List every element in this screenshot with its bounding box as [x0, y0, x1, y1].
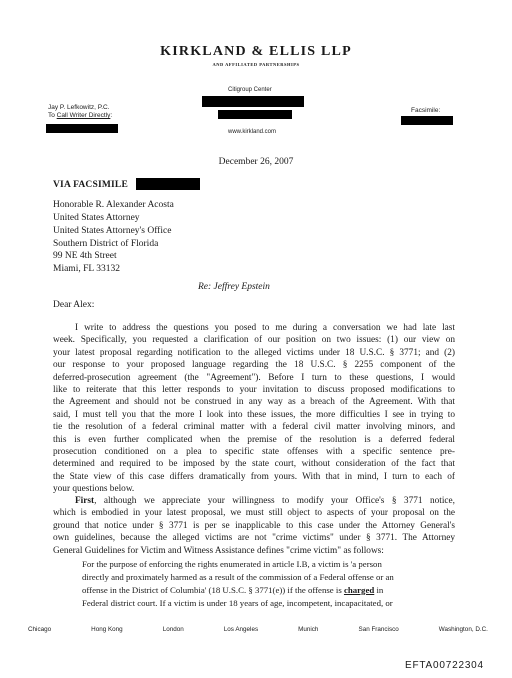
- paragraph-line: said, I must tell you that the more I look into these issues, the more difficulties I see in trying to: [53, 409, 455, 420]
- paragraph-line: ground that notice under § 3771 is per se inapplicable to this case under the Attorney General's: [53, 520, 455, 531]
- recipient-line: United States Attorney's Office: [53, 226, 172, 236]
- recipient-line: Southern District of Florida: [53, 239, 159, 249]
- office-chicago: Chicago: [28, 626, 52, 633]
- office-hong-kong: Hong Kong: [91, 626, 123, 633]
- paragraph-line: the Agreement and should not be construed in any way as a breach of the Agreement. With that: [53, 397, 455, 408]
- redaction-address-2: [218, 110, 292, 119]
- paragraph-line: our response to your proposed language regarding the 18 U.S.C. § 2255 component of the: [53, 360, 455, 371]
- paragraph-2: [53, 495, 455, 557]
- salutation: Dear Alex:: [53, 300, 95, 310]
- paragraph-line: tie the resolution of a federal criminal matter with a federal civil matter involving minors, and: [53, 422, 455, 433]
- office-london: London: [162, 626, 184, 633]
- author-to: To: [48, 112, 57, 119]
- firm-name: KIRKLAND & ELLIS LLP: [160, 44, 352, 59]
- paragraph-line: your latest proposal regarding notification to the alleged victims under 18 U.S.C. § 3771; and (2): [53, 347, 455, 358]
- redaction-phone: [46, 124, 118, 133]
- office-los-angeles: Los Angeles: [223, 626, 259, 633]
- firm-subtitle: AND AFFILIATED PARTNERSHIPS: [212, 62, 300, 67]
- quote-line: [82, 584, 450, 597]
- author-colon: :: [110, 112, 113, 119]
- letter-date: December 26, 2007: [218, 157, 294, 167]
- office-san-francisco: San Francisco: [358, 626, 399, 633]
- bates-number: EFTA00722304: [405, 660, 484, 671]
- paragraph-line: I write to address the questions you posed to me during a conversation we had late last: [75, 323, 455, 333]
- paragraph-line: which is embodied in your latest proposal, we must still object to aspects of your proposal on the: [53, 508, 455, 519]
- paragraph-1: [53, 322, 455, 496]
- recipient-line: 99 NE 4th Street: [53, 251, 117, 261]
- paragraph-line: own guidelines, because the alleged victims are not "crime victims" under § 3771. The Attorney: [53, 533, 455, 544]
- block-quote: [82, 558, 450, 610]
- redaction-fax: [401, 116, 453, 125]
- via-facsimile: VIA FACSIMILE: [53, 180, 129, 190]
- office-locations: [28, 626, 488, 633]
- paragraph-line: prosecution conditioned on a plea to specific state offenses with a specific sentence pre-: [53, 447, 455, 458]
- paragraph-line: deferred-prosecution agreement (the "Agreement"). Before I turn to these questions, I would: [53, 372, 455, 383]
- facsimile-label: Facsimile:: [411, 107, 441, 114]
- quote-line: For the purpose of enforcing the rights enumerated in article I.B, a victim is 'a person: [82, 559, 382, 569]
- paragraph-line: week. Specifically, you requested a clarification of our position on two issues: (1) our view on: [53, 335, 455, 346]
- office-washington: Washington, D.C.: [438, 626, 488, 633]
- paragraph-line: this is even further complicated when the premise of the resolution is a deferred federal: [53, 434, 455, 445]
- firm-website: www.kirkland.com: [228, 129, 277, 135]
- recipient-line: Miami, FL 33132: [53, 264, 120, 274]
- quote-line: directly and proximately harmed as a result of the commission of a Federal offense or an: [82, 571, 394, 582]
- charged-emphasis: charged: [343, 584, 375, 595]
- quote-line-pre: offense in the District of Columbia' (18 U.S.C. § 3771(e)) if the offense is: [82, 584, 344, 595]
- paragraph-line: the State view of this case differs dramatically from yours. With that in mind, I turn to each of: [53, 471, 455, 482]
- paragraph-line: determined and required to be imposed by the state court, without consideration of the fact that: [53, 459, 455, 470]
- redaction-fax-number: [136, 178, 200, 190]
- office-munich: Munich: [298, 626, 319, 633]
- author-direct-line: [48, 112, 112, 119]
- author-name: Jay P. Lefkowitz, P.C.: [48, 104, 110, 111]
- re-line: Re: Jeffrey Epstein: [198, 282, 270, 292]
- quote-line: Federal district court. If a victim is under 18 years of age, incompetent, incapacitated, or: [82, 597, 393, 608]
- paragraph-line: your questions below.: [53, 484, 135, 495]
- paragraph-line: [53, 495, 455, 507]
- first-word: First: [75, 496, 95, 506]
- paragraph-line: like to reiterate that this letter responds to your invitation to discuss proposed modifications to: [53, 385, 455, 396]
- quote-line-post: in: [374, 584, 384, 595]
- call-writer-directly: Call Writer Directly: [56, 112, 111, 119]
- building-name: Citigroup Center: [228, 87, 272, 93]
- first-rest: , although we appreciate your willingness to modify your Office's § 3771 notice,: [94, 496, 455, 506]
- paragraph-line: General Guidelines for Victim and Witness Assistance defines "crime victim" as follows:: [53, 545, 384, 556]
- recipient-line: United States Attorney: [53, 213, 140, 223]
- recipient-line: Honorable R. Alexander Acosta: [53, 200, 174, 210]
- redaction-address: [202, 96, 304, 107]
